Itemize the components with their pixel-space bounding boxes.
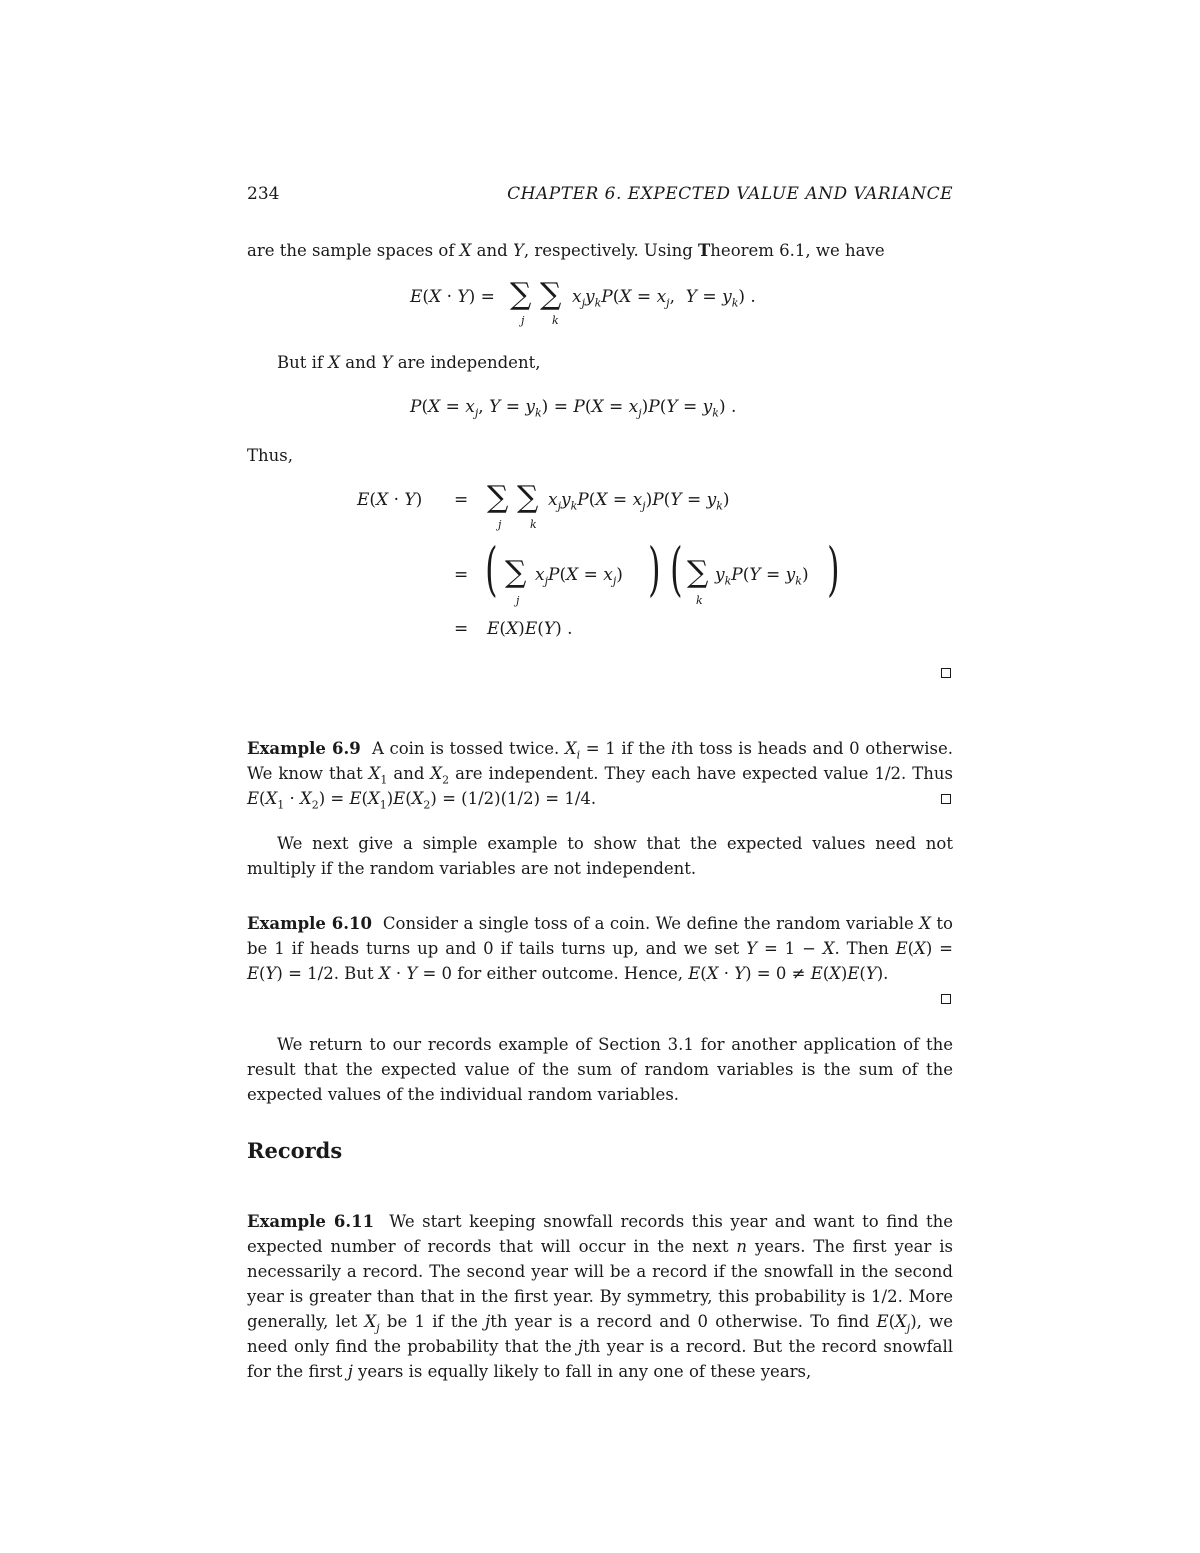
page-number: 234 <box>247 184 280 204</box>
paragraph-records-intro: We return to our records example of Section 3.1 for another application of the result that the expected value of the sum of random variables is the sum of the expected values of the individual random variables. <box>247 1035 953 1104</box>
qed-square <box>941 668 951 678</box>
sum-symbol: ∑ <box>540 277 562 312</box>
independence-line: But if X and Y are independent, <box>277 353 541 372</box>
example-6-10: Example 6.10 Consider a single toss of a coin. We define the random variable X to be 1 if heads turns up and 0 if tails turns up, and we set Y = 1 − X. Then E(X) = E(Y) = 1/2. But X · Y = 0 for either outcome. Hence, E(X · Y) = 0 ≠ E(X)E(Y). <box>247 914 953 983</box>
sum-symbol: ∑ <box>510 277 532 312</box>
equation-independence: $P(X = x_j$, $Y = y_k) = P(X = x_j)P(Y = y_k)$ . <box>410 397 737 420</box>
textbook-page: 234 CHAPTER 6. EXPECTED VALUE AND VARIANCE are the sample spaces of X and Y, respectively. Using Theorem 6.1, we have E(X · Y) = ∑ ∑ j k $x_jy_kP(X = x_j$, $Y = y_k$) . But if X and Y are independent, $P(X = x_j$, $Y = y_k) = P(X = x_j)P(Y = y_k)$ . Thus, E(X · Y) = ∑ ∑ j k $x_jy_kP(X = x_j)P(Y = y_k)$ = ( ∑ j $x_jP(X = x_j)$ ) ( ∑ k $y_kP(Y = y_k)$ ) = E(X)E(Y) . Example 6.9 A coin is tossed twice. $X_i = 1$ if the ith toss is heads and 0 otherwise. We know that $X_1$ and $X_2$ are independent. They each have expected value 1/2. Thus $E(X_1 \cdot X_2) = E(X_1)E(X_2) = (1/2)(1/2) = 1/4$. We next give a simple example to show that the expected values need not multiply if the random variables are not independent. Example 6.10 Consider a single toss of a coin. We define the random variable X to be 1 if heads turns up and 0 if tails turns up, and we set Y = 1 − X. Then E(X) = E(Y) = 1/2. But X · Y = 0 for either outcome. Hence, E(X · Y) = 0 ≠ E(X)E(Y). We return to our records example of Section 3.1 for another application of the result that the expected value of the sum of random variables is the sum of the expected values of the individual random variables. Records Example 6.11 We start keeping snowfall records this year and want to find the expected number of records that will occur in the next n years. The first year is necessarily a record. The second year will be a record if the snowfall in the second year is greater than that in the first year. By symmetry, this probability is 1/2. More generally, let $X_j$ be 1 if the jth year is a record and 0 otherwise. To find $E(X_j)$, we need only find the probability that the jth year is a record. But the record snowfall for the first j years is equally likely to fall in any one of these years, <box>0 0 1200 1553</box>
intro-line: are the sample spaces of X and Y, respectively. Using Theorem 6.1, we have <box>247 241 885 260</box>
section-heading-records: Records <box>247 1138 343 1163</box>
paragraph-multiply: We next give a simple example to show that the expected values need not multiply if the random variables are not independent. <box>247 834 953 878</box>
chapter-header: CHAPTER 6. EXPECTED VALUE AND VARIANCE <box>507 184 953 204</box>
example-6-9: Example 6.9 A coin is tossed twice. $X_i = 1$ if the ith toss is heads and 0 otherwise. We know that $X_1$ and $X_2$ are independent. They each have expected value 1/2. Thus $E(X_1 \cdot X_2) = E(X_1)E(X_2) = (1/2)(1/2) = 1/4$. <box>247 739 953 812</box>
thus-line: Thus, <box>247 446 293 465</box>
qed-square <box>941 994 951 1004</box>
example-6-11: Example 6.11 We start keeping snowfall records this year and want to find the expected number of records that will occur in the next n years. The first year is necessarily a record. The second year will be a record if the snowfall in the second year is greater than that in the first year. By symmetry, this probability is 1/2. More generally, let $X_j$ be 1 if the jth year is a record and 0 otherwise. To find $E(X_j)$, we need only find the probability that the jth year is a record. But the record snowfall for the first j years is equally likely to fall in any one of these years, <box>247 1212 954 1381</box>
qed-square <box>941 794 951 804</box>
